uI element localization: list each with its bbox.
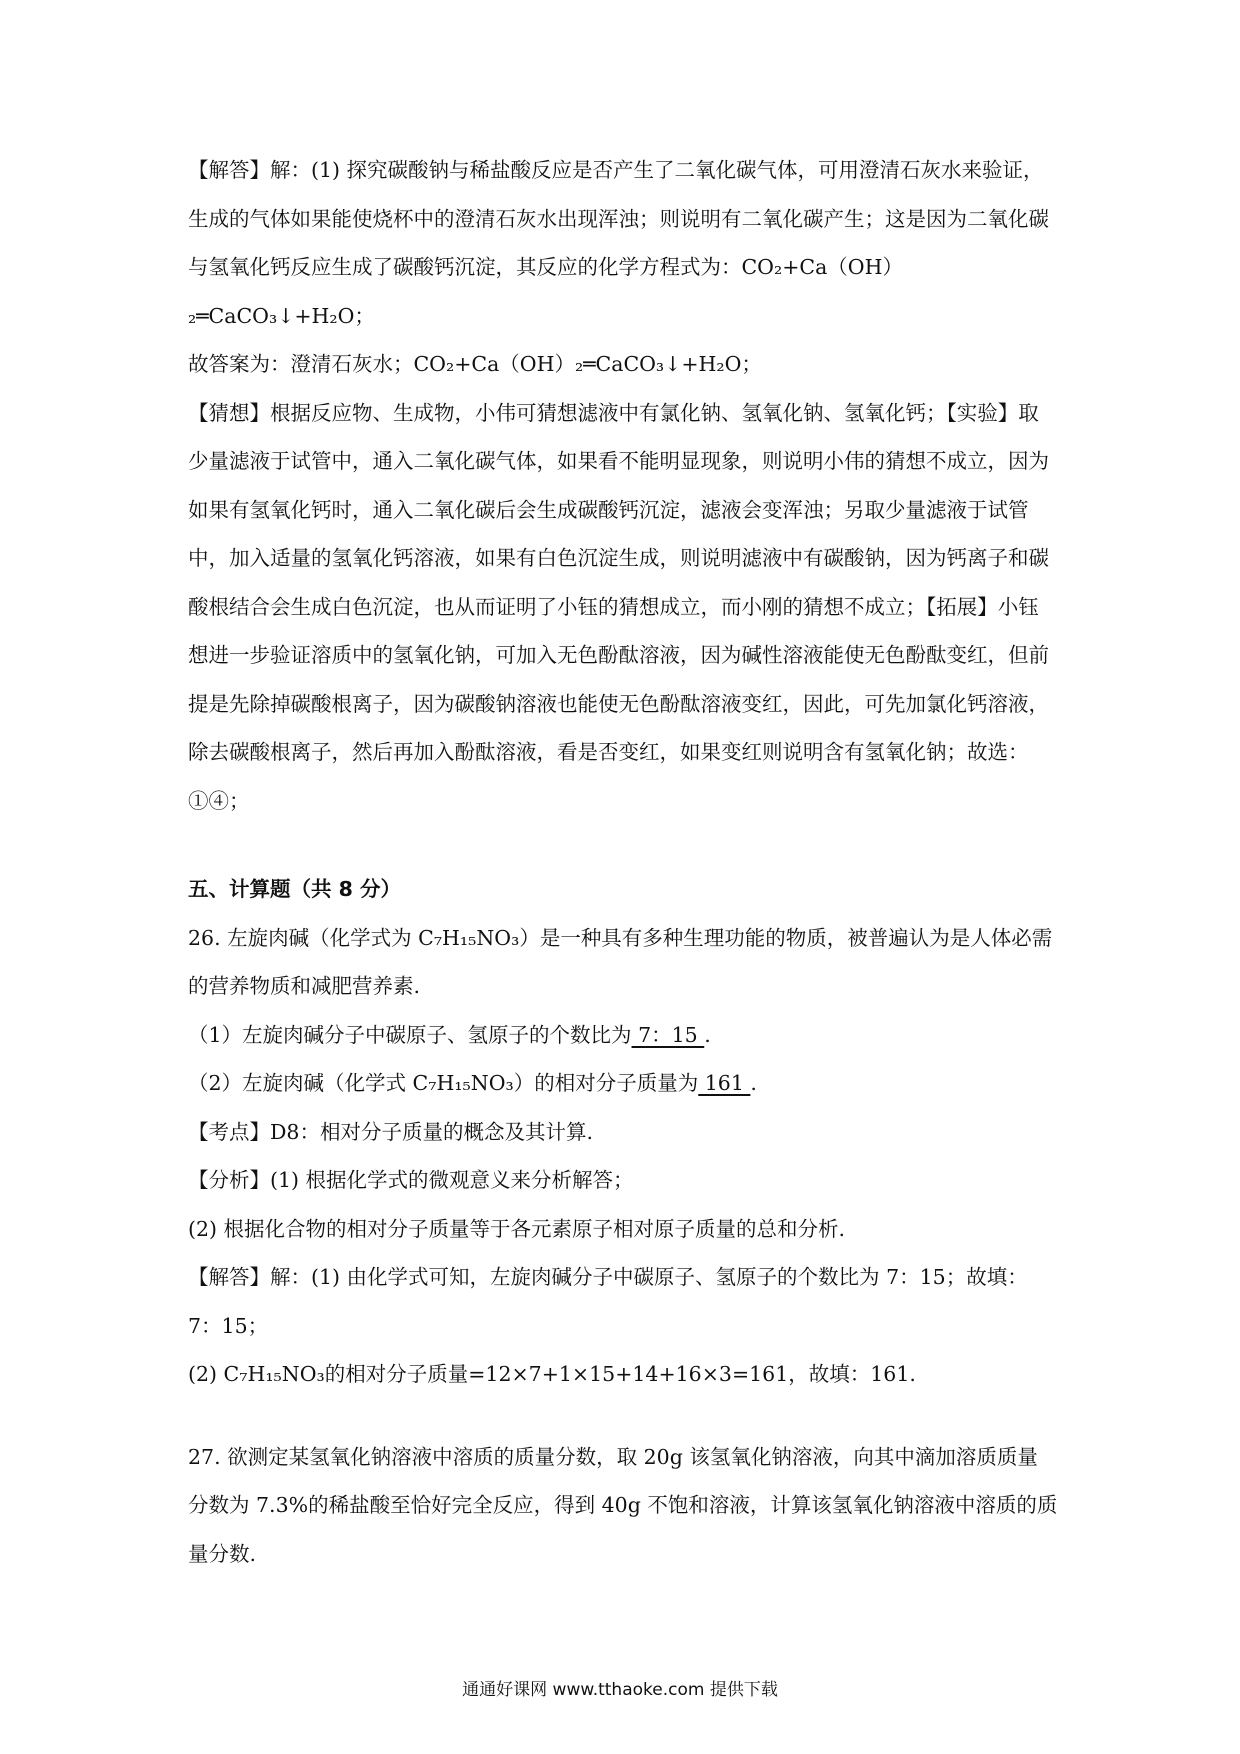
- q26-p2-text: （2）左旋肉碱（化学式 C₇H₁₅NO₃）的相对分子质量为: [188, 1071, 699, 1095]
- q26-p1-text: （1）左旋肉碱分子中碳原子、氢原子的个数比为: [188, 1022, 632, 1047]
- section-heading: 五、计算题（共 8 分）: [188, 877, 402, 901]
- answer-paragraph-2: 【猜想】根据反应物、生成物，小伟可猜想滤液中有氯化钠、氢氧化钠、氢氧化钙；【实验】取少量滤液于试管中，通入二氧化碳气体，如果看不能明显现象，则说明小伟的猜想不成立，因为如果有氢氧化钙时，通入二氧化碳后会生成碳酸钙沉淀，滤液会变浑浊；另取少量滤液于试管中，加入适量的氢氧化钙溶液，如果有白色沉淀生成，则说明滤液中有碳酸钠，因为钙离子和碳酸根结合会生成白色沉淀，也从而证明了小钰的猜想成立，而小刚的猜想不成立；【拓展】小钰想进一步验证溶质中的氢氧化钠，可加入无色酚酞溶液，因为碱性溶液能使无色酚酞变红，但前提是先除掉碳酸根离子，因为碳酸钠溶液也能使无色酚酞溶液变红，因此，可先加氯化钙溶液，除去碳酸根离子，然后再加入酚酞溶液，看是否变红，如果变红则说明含有氢氧化钠；故选：①④；: [188, 400, 1049, 813]
- q26-solution-2: (2) C₇H₁₅NO₃的相对分子质量=12×7+1×15+14+16×3=161，故填：161.: [188, 1362, 916, 1386]
- question-27: 27. 欲测定某氢氧化钠溶液中溶质的质量分数，取 20g 该氢氧化钠溶液，向其中滴加溶质质量分数为 7.3%的稀盐酸至恰好完全反应，得到 40g 不饱和溶液，计算该氢氧化钠溶液中溶质的质量分数.: [188, 1444, 1058, 1566]
- q26-p2-period: .: [750, 1071, 757, 1095]
- answer-paragraph-1: 【解答】解：(1) 探究碳酸钠与稀盐酸反应是否产生了二氧化碳气体，可用澄清石灰水来验证，生成的气体如果能使烧杯中的澄清石灰水出现浑浊；则说明有二氧化碳产生；这是因为二氧化碳与氢氧化钙反应生成了碳酸钙沉淀，其反应的化学方程式为：CO₂+Ca（OH）₂═CaCO₃↓+H₂O；: [188, 158, 1049, 328]
- q26-p1-period: .: [704, 1022, 711, 1047]
- answer-result: 故答案为：澄清石灰水；CO₂+Ca（OH）₂═CaCO₃↓+H₂O；: [188, 352, 762, 376]
- question-26-part-1: [188, 1011, 1058, 1060]
- question-26-stem: 26. 左旋肉碱（化学式为 C₇H₁₅NO₃）是一种具有多种生理功能的物质，被普遍认为是人体必需的营养物质和减肥营养素.: [188, 925, 1053, 998]
- page-footer: 通通好课网 www.tthaoke.com 提供下载: [462, 1680, 778, 1700]
- question-26-part-2: [188, 1059, 1058, 1108]
- q26-p1-answer-blank: 7：15: [631, 1022, 705, 1047]
- q26-p2-answer-blank: 161: [698, 1071, 751, 1095]
- document-body: [188, 146, 1058, 1578]
- q26-analysis-1: 【分析】(1) 根据化学式的微观意义来分析解答；: [188, 1168, 634, 1192]
- q26-analysis-2: (2) 根据化合物的相对分子质量等于各元素原子相对原子质量的总和分析.: [188, 1216, 846, 1241]
- q26-kaodian: 【考点】D8：相对分子质量的概念及其计算.: [188, 1119, 593, 1144]
- q26-solution-1: 【解答】解：(1) 由化学式可知，左旋肉碱分子中碳原子、氢原子的个数比为 7：15；故填：7：15；: [188, 1265, 1028, 1338]
